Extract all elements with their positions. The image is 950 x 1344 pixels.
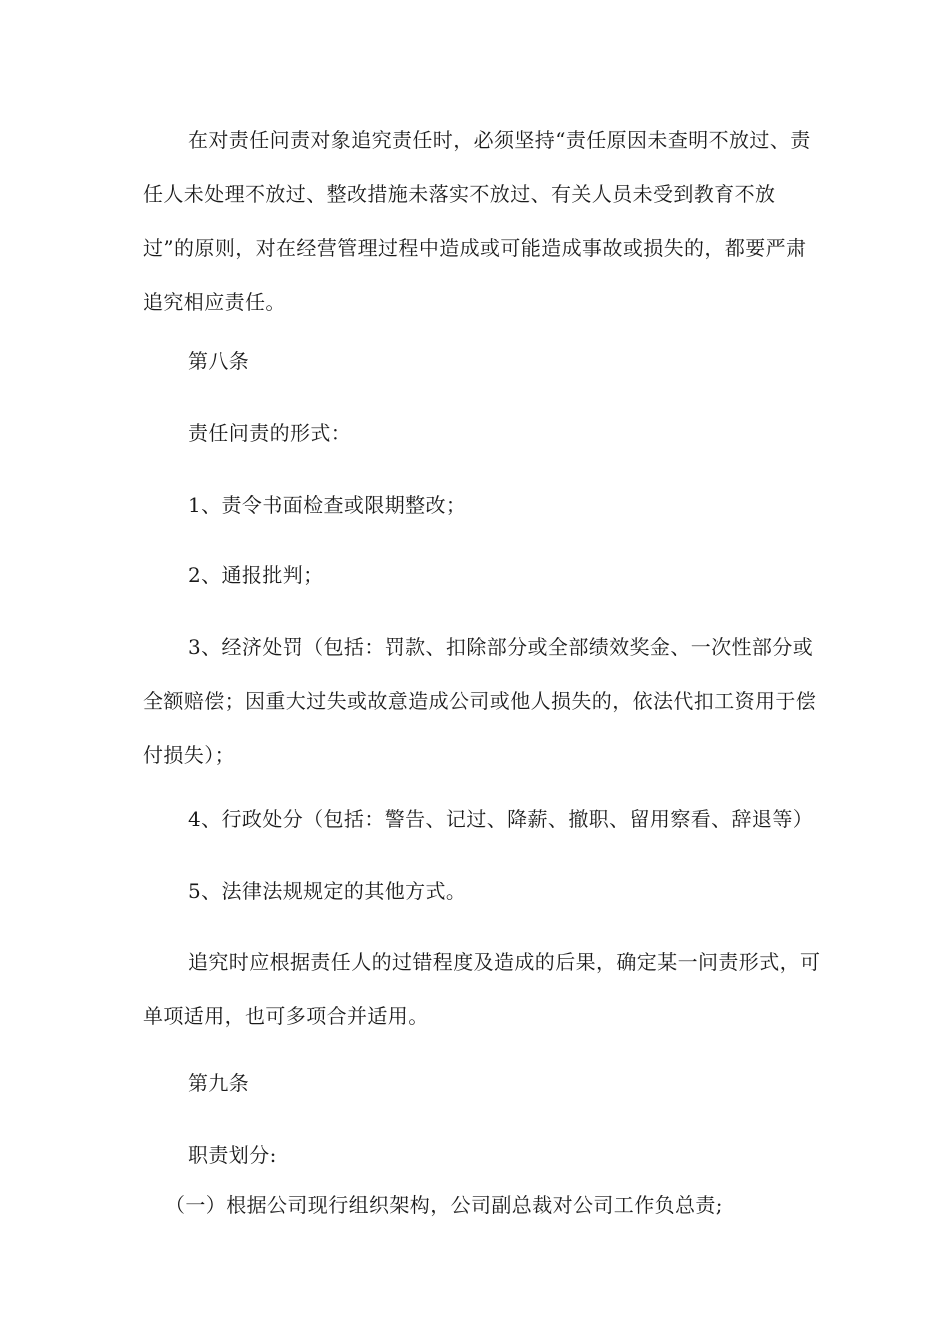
article-8-heading: 第八条 [188, 349, 250, 373]
principle-paragraph: 在对责任问责对象追究责任时，必须坚持“责任原因未查明不放过、责任人未处理不放过、整改措施未落实不放过、有关人员未受到教育不放过”的原则，对在经营管理过程中造成或可能造成事故或损失的，都要严肃追究相应责任。 [143, 128, 811, 314]
application-paragraph: 追究时应根据责任人的过错程度及造成的后果，确定某一问责形式，可单项适用，也可多项合并适用。 [143, 950, 821, 1028]
forms-title: 责任问责的形式： [188, 421, 352, 445]
list-item-4: 4、行政处分（包括：警告、记过、降薪、撤职、留用察看、辞退等） [188, 807, 814, 831]
article-9-heading: 第九条 [188, 1071, 250, 1095]
list-item-2: 2、通报批判； [188, 563, 324, 587]
list-item-3: 3、经济处罚（包括：罚款、扣除部分或全部绩效奖金、一次性部分或全额赔偿；因重大过失或故意造成公司或他人损失的，依法代扣工资用于偿付损失）； [143, 635, 817, 767]
duties-title: 职责划分: [188, 1143, 277, 1167]
list-item-1: 1、责令书面检查或限期整改； [188, 493, 467, 517]
list-item-5: 5、法律法规规定的其他方式。 [188, 879, 467, 903]
duty-item-1: （一）根据公司现行组织架构，公司副总裁对公司工作负总责; [165, 1193, 723, 1217]
